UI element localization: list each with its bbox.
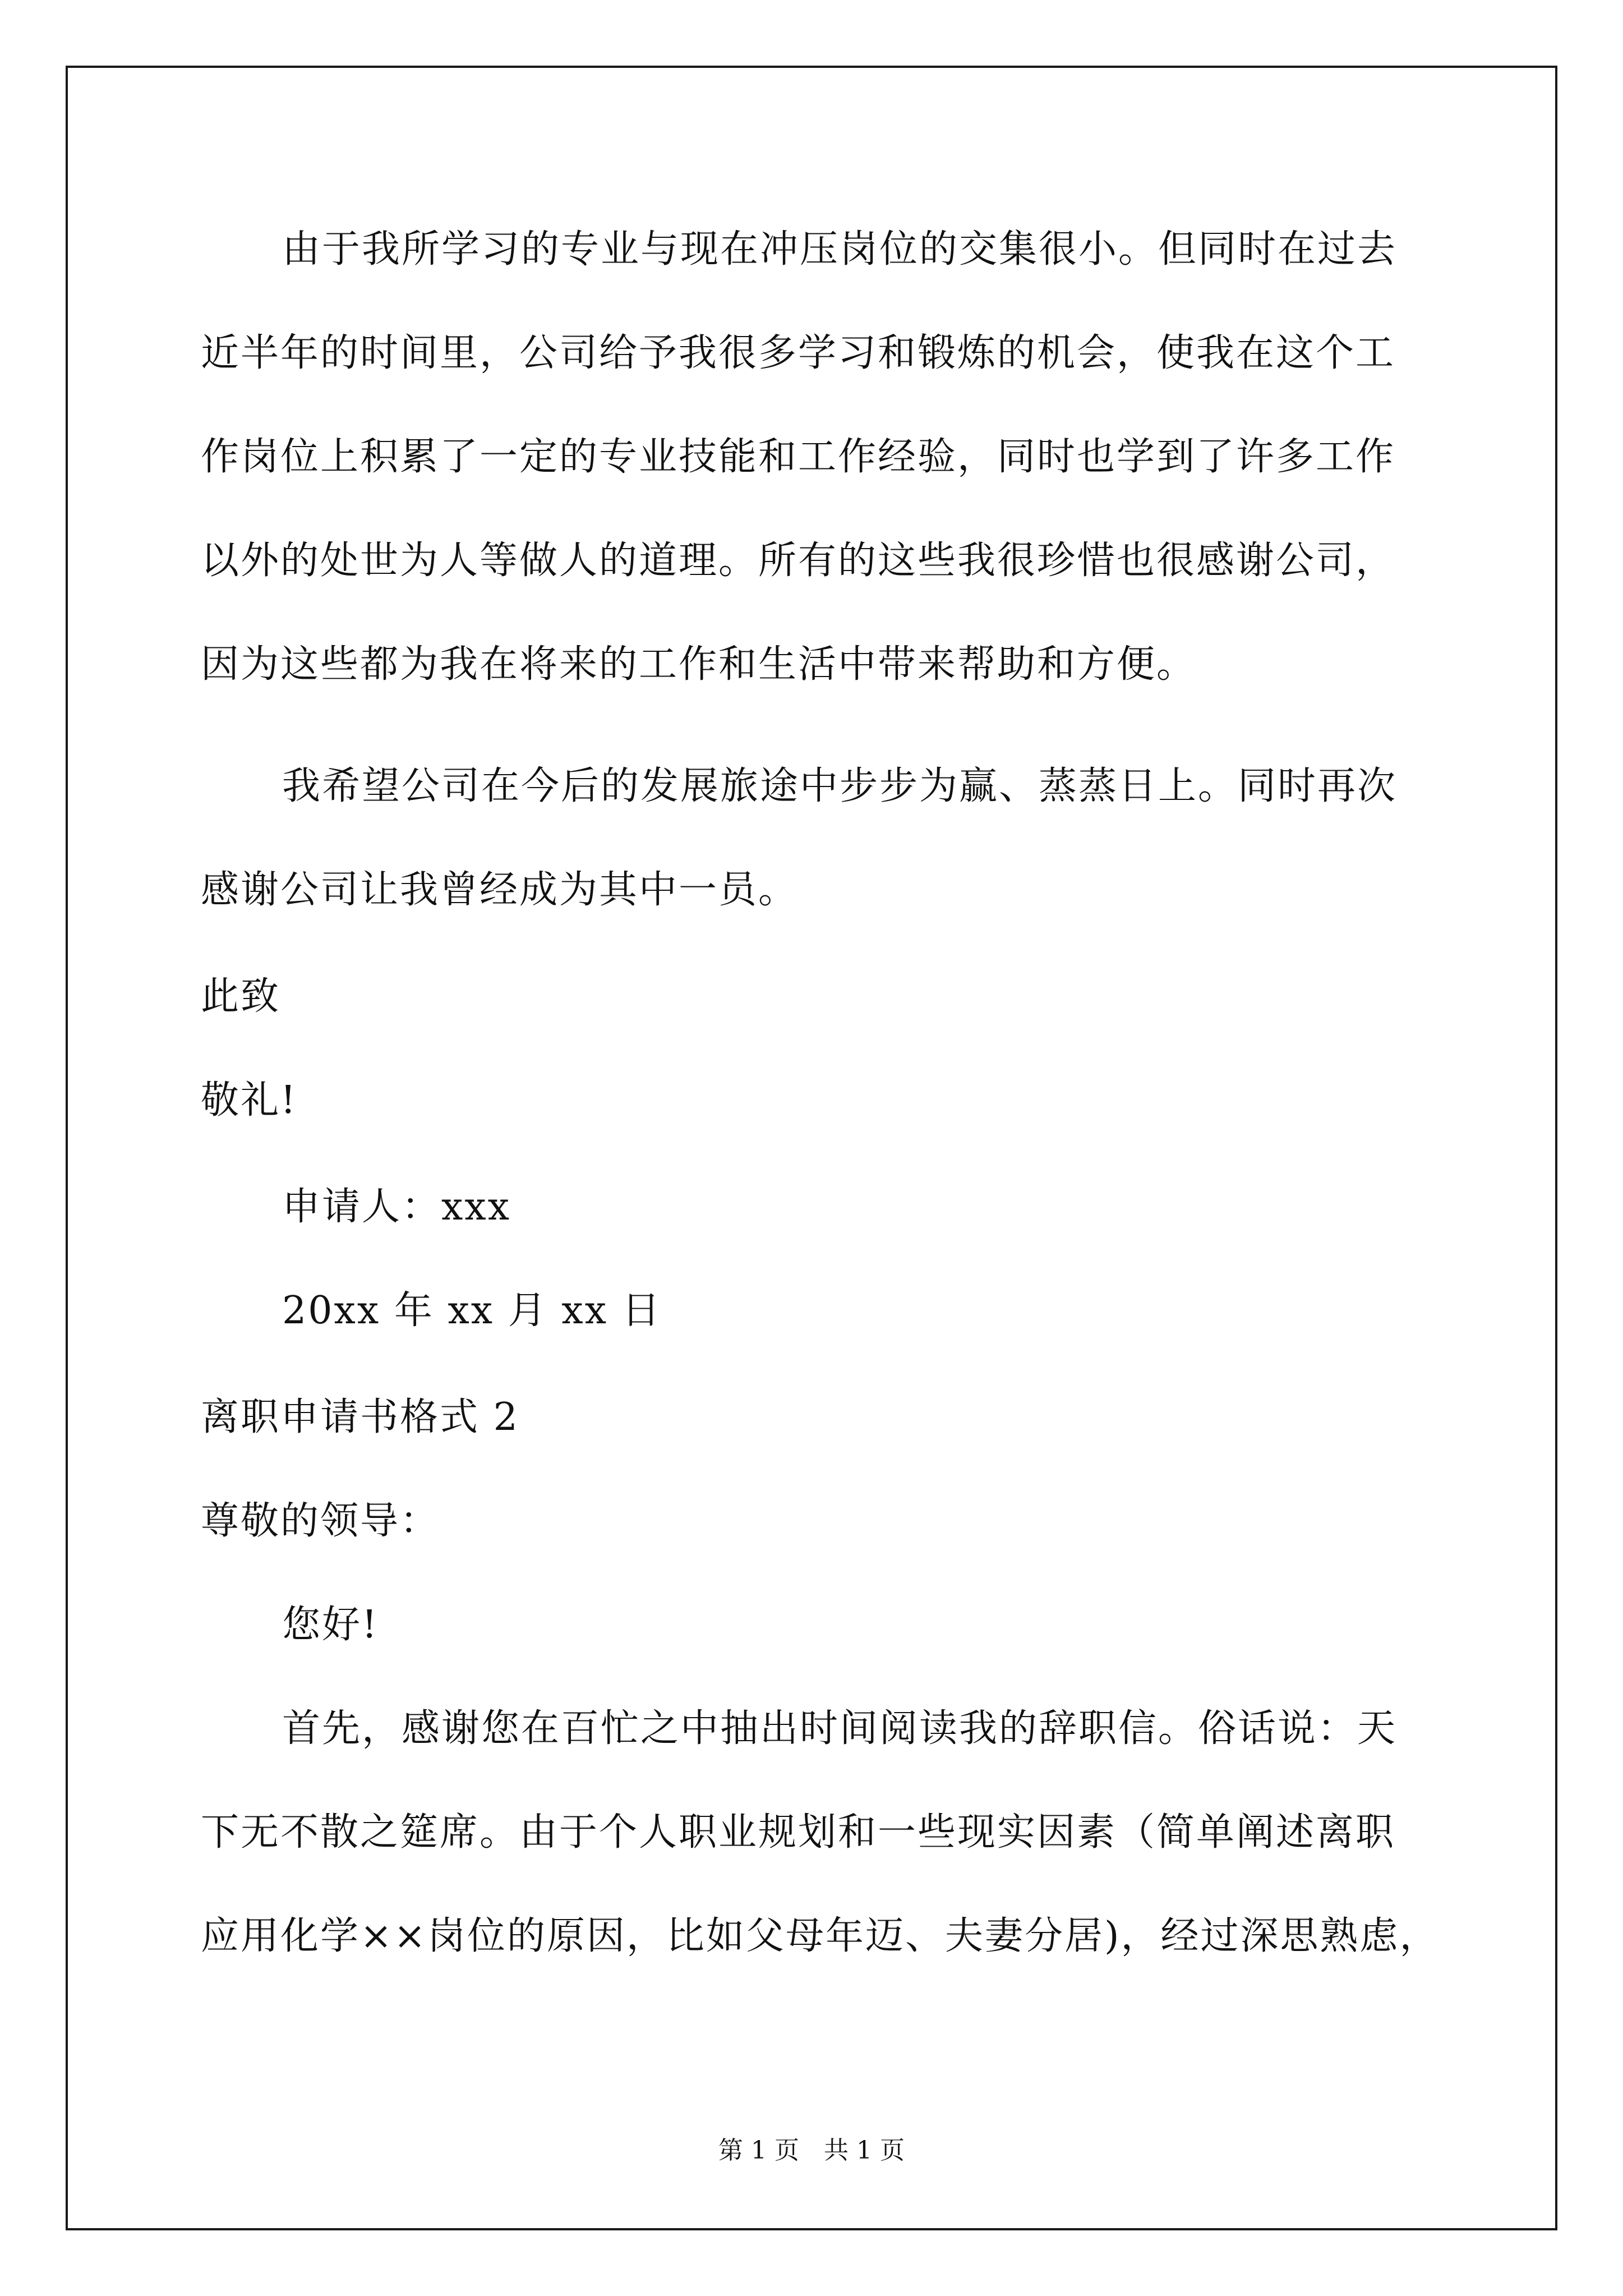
paragraph-line: 因为这些都为我在将来的工作和生活中带来帮助和方便。 [201, 642, 1197, 687]
date-line: 20xx 年 xx 月 xx 日 [282, 1289, 662, 1333]
paragraph-line: 作岗位上积累了一定的专业技能和工作经验，同时也学到了许多工作 [201, 435, 1396, 479]
paragraph-line: 近半年的时间里，公司给予我很多学习和锻炼的机会，使我在这个工 [201, 331, 1396, 375]
closing-line: 敬礼! [201, 1078, 298, 1122]
greeting-line: 您好! [282, 1603, 379, 1647]
page-footer: 第 1 页 共 1 页 [718, 2136, 905, 2165]
paragraph-line: 下无不散之筵席。由于个人职业规划和一些现实因素（简单阐述离职 [201, 1810, 1396, 1855]
paragraph-line: 以外的处世为人等做人的道理。所有的这些我很珍惜也很感谢公司， [201, 539, 1396, 583]
salutation-line: 尊敬的领导： [201, 1499, 440, 1543]
paragraph-line: 首先，感谢您在百忙之中抽出时间阅读我的辞职信。俗话说：天 [282, 1706, 1398, 1751]
paragraph-line: 感谢公司让我曾经成为其中一员。 [201, 868, 799, 912]
page-border [66, 66, 1557, 2230]
applicant-line: 申请人：xxx [282, 1185, 511, 1229]
paragraph-line: 由于我所学习的专业与现在冲压岗位的交集很小。但同时在过去 [282, 227, 1398, 272]
section-title: 离职申请书格式 2 [201, 1395, 519, 1439]
paragraph-line: 我希望公司在今后的发展旅途中步步为赢、蒸蒸日上。同时再次 [282, 764, 1398, 808]
closing-line: 此致 [201, 974, 281, 1019]
paragraph-line: 应用化学××岗位的原因，比如父母年迈、夫妻分居)，经过深思熟虑， [201, 1914, 1440, 1958]
